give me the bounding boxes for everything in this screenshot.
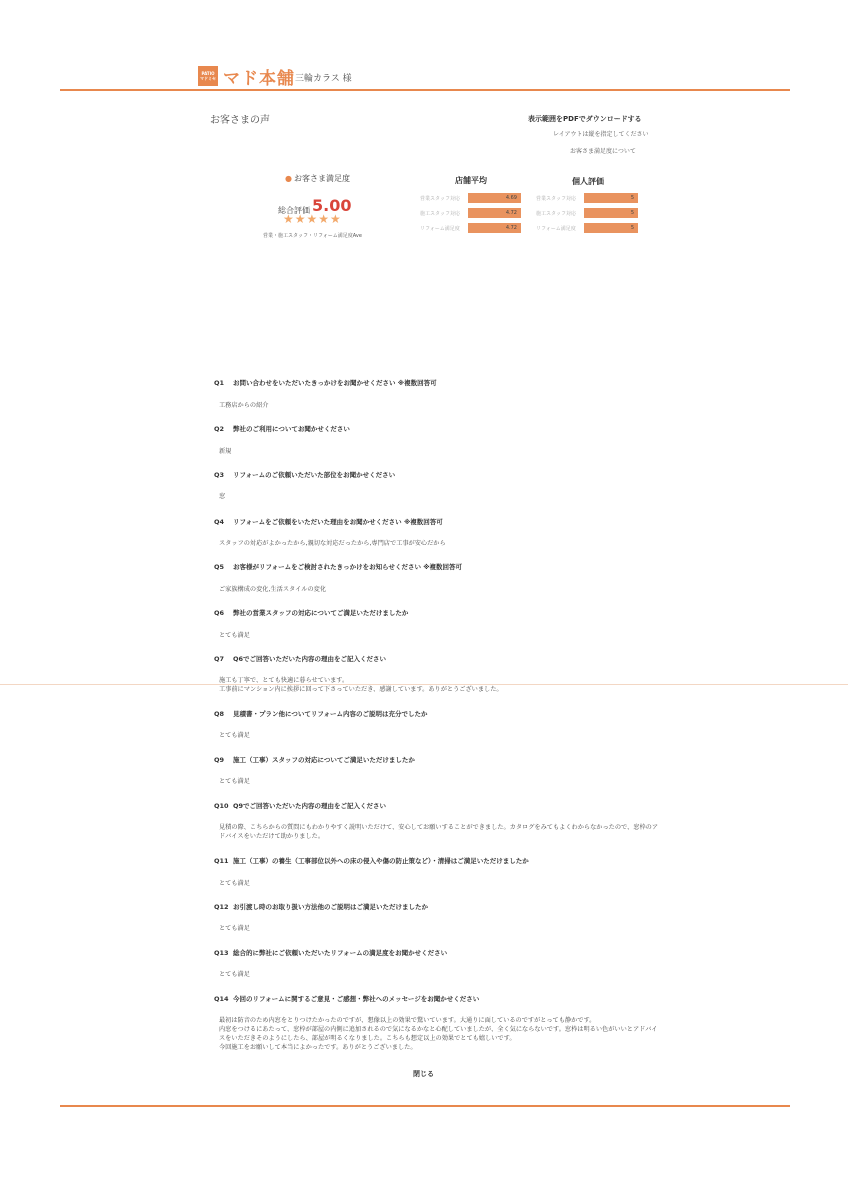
question-text: 弊社の営業スタッフの対応についてご満足いただけましたか [233, 609, 409, 617]
store-average-bar: 4.69 [468, 193, 521, 203]
question-text: 総合的に弊社にご依頼いただいたリフォームの満足度をお聞かせください [233, 949, 448, 957]
store-average-title: 店舗平均 [455, 176, 487, 185]
satisfaction-info-link[interactable]: お客さま満足度について [570, 148, 636, 155]
question-9 [214, 755, 415, 764]
answer-10: 見積の際、こちらからの質問にもわかりやすく説明いただけて、安心してお願いすることができました。カタログをみてもよくわからなかったので、窓枠のアドバイスをいただけて助かりました。 [219, 824, 659, 840]
answer-11: とても満足 [219, 880, 250, 887]
question-text: リフォームをご依頼をいただいた理由をお聞かせください ※複数回答可 [233, 518, 443, 526]
store-average-label: 施工スタッフ対応 [420, 211, 461, 217]
answer-12: とても満足 [219, 925, 250, 932]
question-text: 弊社のご利用についてお聞かせください [233, 425, 350, 433]
total-score-label: 総合評価 [278, 206, 310, 215]
question-number: Q14 [214, 995, 229, 1003]
question-number: Q7 [214, 655, 225, 663]
answer-9: とても満足 [219, 778, 250, 785]
rating-stars-icon: ★★★★★ [283, 212, 342, 226]
answer-14: 最初は防音のため内窓をとりつけたかったのですが、想像以上の効果で驚いています。大通りに面しているのですがとっても静かです。 内窓をつけるにあたって、窓枠が部屋の内側に追加されるので気になるかなと心配していましたが、全く気にならないです。窓枠は明るい色がいいとアドバイスをいただきそのようにしたら、部屋が明るくなりました。こちらも想定以上の効果でとても嬉しいです。 今回施工をお願いして本当によかったです。ありがとうございました。 [219, 1017, 658, 1051]
question-number: Q8 [214, 710, 225, 718]
personal-rating-bar: 5 [584, 193, 638, 203]
question-number: Q1 [214, 379, 225, 387]
customer-name: 三輪カラス 様 [295, 74, 352, 84]
pdf-download-link[interactable]: 表示範囲をPDFでダウンロードする [528, 115, 642, 123]
question-1 [214, 378, 437, 387]
personal-rating-label: 営業スタッフ対応 [536, 196, 577, 202]
store-average-bar: 4.72 [468, 208, 521, 218]
page-title: お客さまの声 [210, 115, 270, 126]
total-score: 5.00 [312, 196, 352, 215]
answer-1: 工務店からの紹介 [219, 402, 269, 409]
question-2 [214, 424, 350, 433]
question-13 [214, 948, 447, 957]
question-text: 見積書・プラン他についてリフォーム内容のご説明は充分でしたか [233, 710, 428, 718]
answer-2: 新規 [219, 448, 232, 455]
answer-4: スタッフの対応がよかったから,親切な対応だったから,専門店で工事が安心だから [219, 540, 446, 547]
question-number: Q11 [214, 857, 229, 865]
question-number: Q4 [214, 518, 225, 526]
store-average-label: 営業スタッフ対応 [420, 196, 461, 202]
brand-logo [198, 66, 295, 89]
question-5 [214, 562, 462, 571]
question-text: 今回のリフォームに関するご意見・ご感想・弊社へのメッセージをお聞かせください [233, 995, 480, 1003]
logo-badge: PATIO マドミセ [198, 66, 218, 86]
score-average-note: 営業・施工スタッフ・リフォーム満足度Ave [263, 233, 362, 239]
question-14 [214, 994, 479, 1003]
personal-rating-bar: 5 [584, 208, 638, 218]
question-text: お問い合わせをいただいたきっかけをお聞かせください ※複数回答可 [233, 379, 437, 387]
question-number: Q10 [214, 802, 229, 810]
footer-divider [60, 1105, 790, 1107]
personal-rating-title: 個人評価 [572, 177, 604, 186]
close-button[interactable]: 閉じる [413, 1070, 434, 1078]
question-text: Q9でご回答いただいた内容の理由をご記入ください [233, 802, 387, 810]
answer-13: とても満足 [219, 971, 250, 978]
answer-7: 施工も丁寧で、とても快適に暮らせています。 工事前にマンション内に挨拶に回って下さっていただき、感謝しています。ありがとうございました。 [219, 677, 503, 693]
store-average-label: リフォーム満足度 [420, 226, 460, 232]
satisfaction-heading: ● お客さま満足度 [285, 174, 350, 183]
question-8 [214, 709, 428, 718]
question-text: 施工（工事）の養生（工事部位以外への床の侵入や傷の防止策など）・清掃はご満足いただけましたか [233, 857, 529, 865]
question-11 [214, 856, 529, 865]
bullet-icon: ● [285, 174, 292, 183]
personal-rating-bar: 5 [584, 223, 638, 233]
question-number: Q5 [214, 563, 225, 571]
personal-rating-label: 施工スタッフ対応 [536, 211, 577, 217]
answer-3: 窓 [219, 493, 226, 500]
layout-note: レイアウトは縦を指定してください [553, 131, 649, 138]
question-number: Q9 [214, 756, 225, 764]
question-6 [214, 608, 408, 617]
question-text: リフォームのご依頼いただいた部位をお聞かせください [233, 471, 396, 479]
question-number: Q6 [214, 609, 225, 617]
question-number: Q12 [214, 903, 229, 911]
brand-name: マド本舗 [223, 68, 295, 89]
header-divider [60, 89, 790, 91]
question-4 [214, 517, 443, 526]
question-number: Q13 [214, 949, 229, 957]
question-7 [214, 654, 386, 663]
question-text: お客様がリフォームをご検討されたきっかけをお知らせください ※複数回答可 [233, 563, 463, 571]
question-text: 施工（工事）スタッフの対応についてご満足いただけましたか [233, 756, 415, 764]
question-10 [214, 801, 386, 810]
question-text: Q6でご回答いただいた内容の理由をご記入ください [233, 655, 387, 663]
question-number: Q3 [214, 471, 225, 479]
personal-rating-label: リフォーム満足度 [536, 226, 576, 232]
question-number: Q2 [214, 425, 225, 433]
question-3 [214, 470, 395, 479]
question-12 [214, 902, 428, 911]
answer-5: ご家族構成の変化,生活スタイルの変化 [219, 586, 327, 593]
answer-8: とても満足 [219, 732, 250, 739]
page-break-line [0, 684, 848, 685]
question-text: お引渡し時のお取り扱い方法他のご説明はご満足いただけましたか [233, 903, 428, 911]
answer-6: とても満足 [219, 632, 250, 639]
store-average-bar: 4.72 [468, 223, 521, 233]
